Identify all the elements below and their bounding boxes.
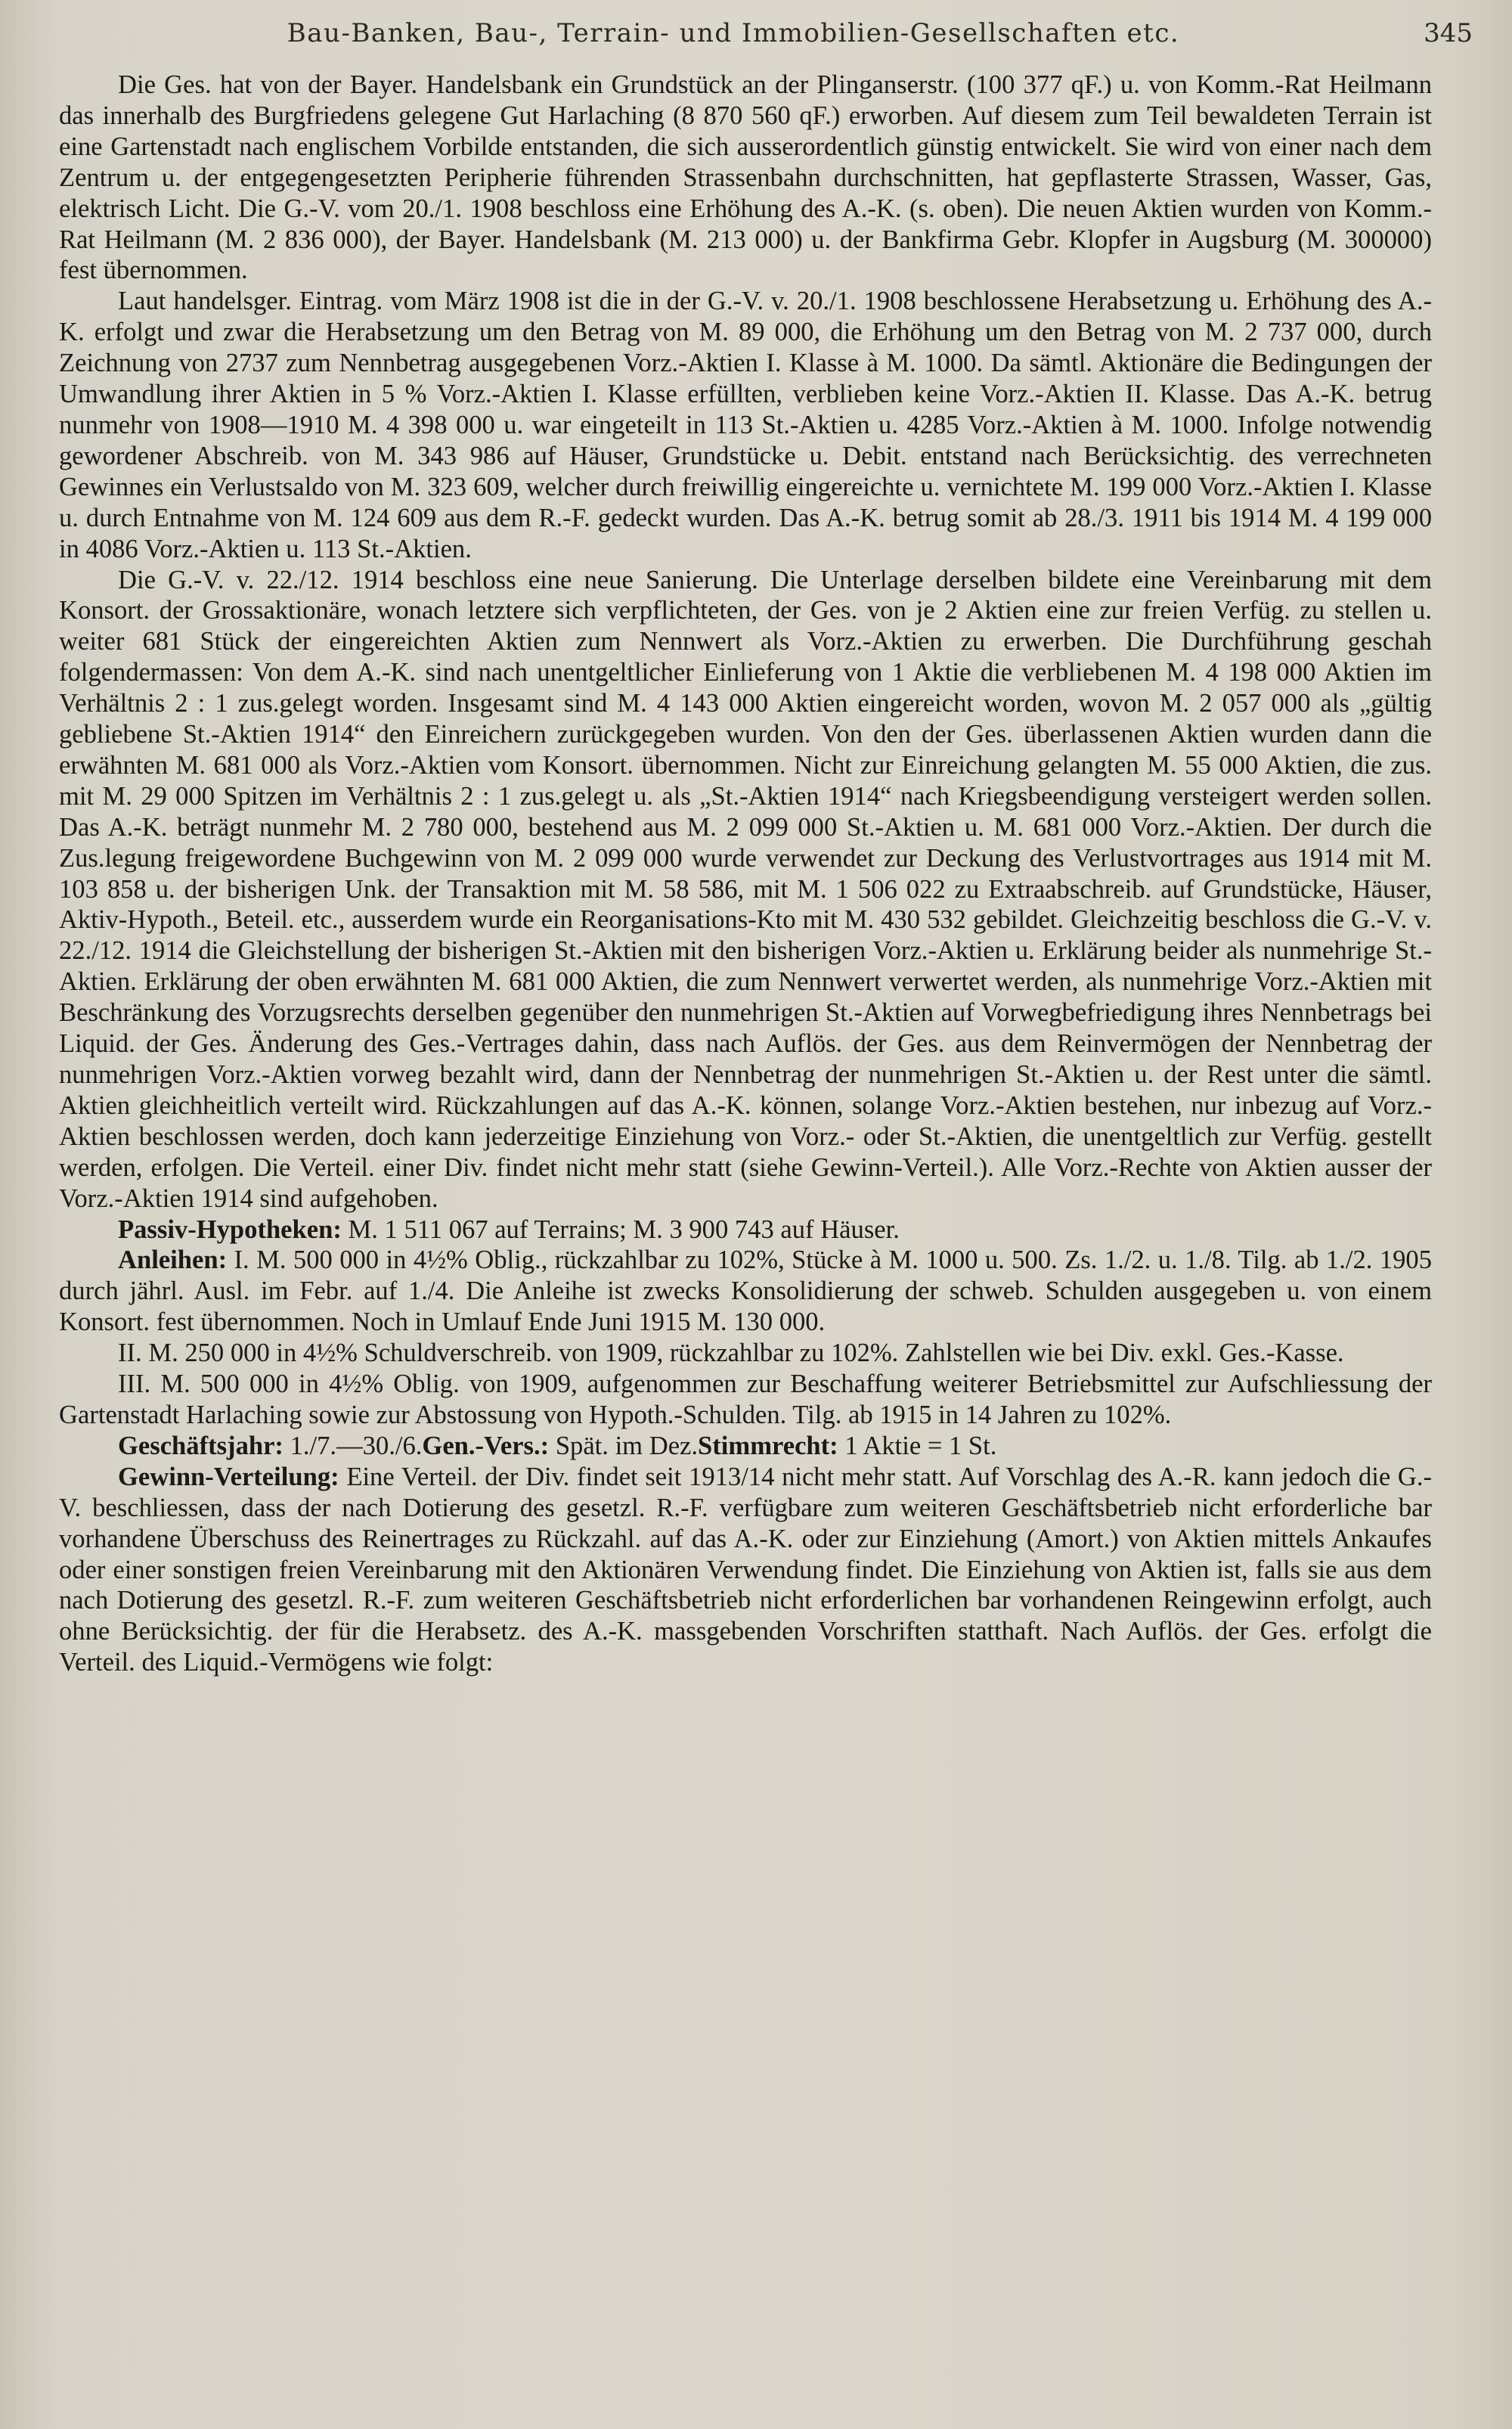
paragraph-anleihen-3 [59, 1369, 1432, 1431]
section-label-gen-vers: Gen.-Vers.: [422, 1431, 550, 1460]
running-head: Bau-Banken, Bau-, Terrain- und Immobilien-Gesellschaften etc. [287, 18, 1180, 48]
paragraph-text: Spät. im Dez. [549, 1431, 699, 1460]
paragraph-text: Laut handelsger. Eintrag. vom März 1908 ist die in der G.-V. v. 20./1. 1908 beschlossene Herabsetzung u. Erhöhung des A.-K. erfolgt und zwar die Herabsetzung um den Betrag von M. 89 000, die Erhöhung um den Betrag von M. 2 737 000, durch Zeichnung von 2737 zum Nennbetrag ausgegebenen Vorz.-Aktien I. Klasse à M. 1000. Da sämtl. Aktionäre die Bedingungen der Umwandlung ihrer Aktien in 5 % Vorz.-Aktien I. Klasse erfüllten, verblieben keine Vorz.-Aktien II. Klasse. Das A.-K. betrug nunmehr von 1908—1910 M. 4 398 000 u. war eingeteilt in 113 St.-Aktien u. 4285 Vorz.-Aktien à M. 1000. Infolge notwendig gewordener Abschreib. von M. 343 986 auf Häuser, Grundstücke u. Debit. entstand nach Berücksichtig. des verrechneten Gewinnes ein Verlustsaldo von M. 323 609, welcher durch freiwillig eingereichte u. vernichtete M. 199 000 Vorz.-Aktien I. Klasse u. durch Entnahme von M. 124 609 aus dem R.-F. gedeckt wurden. Das A.-K. betrug somit ab 28./3. 1911 bis 1914 M. 4 199 000 in 4086 Vorz.-Aktien u. 113 St.-Aktien. [59, 287, 1432, 563]
section-label-passiv-hypotheken: Passiv-Hypotheken: [118, 1214, 342, 1244]
paragraph-text: 1./7.—30./6. [283, 1431, 423, 1460]
paragraph-fiscal-info [59, 1431, 1432, 1462]
paragraph-anleihen-2 [59, 1338, 1432, 1369]
paragraph-text: 1 Aktie = 1 St. [838, 1431, 997, 1460]
paragraph-text: Die Ges. hat von der Bayer. Handelsbank ein Grundstück an der Plinganserstr. (100 377 qF.) u. von Komm.-Rat Heilmann das innerhalb des Burgfriedens gelegene Gut Harlaching (8 870 560 qF.) erworben. Auf diesem zum Teil bewaldeten Terrain ist eine Gartenstadt nach englischem Vorbilde entstanden, die sich ausserordentlich günstig entwickelt. Sie wird von einer nach dem Zentrum u. der entgegengesetzten Peripherie führenden Strassenbahn durchschnitten, hat gepflasterte Strassen, Wasser, Gas, elektrisch Licht. Die G.-V. vom 20./1. 1908 beschloss eine Erhöhung des A.-K. (s. oben). Die neuen Aktien wurden von Komm.-Rat Heilmann (M. 2 836 000), der Bayer. Handelsbank (M. 213 000) u. der Bankfirma Gebr. Klopfer in Augsburg (M. 300000) fest übernommen. [59, 70, 1432, 285]
section-label-geschaeftsjahr: Geschäftsjahr: [118, 1431, 284, 1460]
paragraph-passiv-hypotheken [59, 1214, 1432, 1246]
section-label-stimmrecht: Stimmrecht: [698, 1431, 838, 1460]
paragraph-land-acquisition [59, 70, 1432, 286]
paragraph-reorganisation-1914 [59, 565, 1432, 1214]
page-number: 345 [1424, 18, 1473, 48]
paragraph-text: Die G.-V. v. 22./12. 1914 beschloss eine neue Sanierung. Die Unterlage derselben bildete eine Vereinbarung mit dem Konsort. der Grossaktionäre, wonach letztere sich verpflichteten, der Ges. von je 2 Aktien eine zur freien Verfüg. zu stellen u. weiter 681 Stück der eingereichten Aktien zum Nennwert als Vorz.-Aktien zu erwerben. Die Durchführung geschah folgendermassen: Von dem A.-K. sind nach unentgeltlicher Einlieferung von 1 Aktie die verbliebenen M. 4 198 000 Aktien im Verhältnis 2 : 1 zus.gelegt worden. Insgesamt sind M. 4 143 000 Aktien eingereicht worden, wovon M. 2 057 000 als „gültig gebliebene St.-Aktien 1914“ den Einreichern zurückgegeben wurden. Von den der Ges. überlassenen Aktien wurden dann die erwähnten M. 681 000 als Vorz.-Aktien vom Konsort. übernommen. Nicht zur Einreichung gelangten M. 55 000 Aktien, die zus. mit M. 29 000 Spitzen im Verhältnis 2 : 1 zus.gelegt u. als „St.-Aktien 1914“ nach Kriegsbeendigung versteigert werden sollen. Das A.-K. beträgt nunmehr M. 2 780 000, bestehend aus M. 2 099 000 St.-Aktien u. M. 681 000 Vorz.-Aktien. Der durch die Zus.legung freigewordene Buchgewinn von M. 2 099 000 wurde verwendet zur Deckung des Verlustvortrages aus 1914 mit M. 103 858 u. der bisherigen Unk. der Transaktion mit M. 58 586, mit M. 1 506 022 zu Extraabschreib. auf Grundstücke, Häuser, Aktiv-Hypoth., Beteil. etc., ausserdem wurde ein Reorganisations-Kto mit M. 430 532 gebildet. Gleichzeitig beschloss die G.-V. v. 22./12. 1914 die Gleichstellung der bisherigen St.-Aktien mit den bisherigen Vorz.-Aktien u. Erklärung beider als nunmehrige St.-Aktien. Erklärung der oben erwähnten M. 681 000 Aktien, die zum Nennwert verwertet werden, als nunmehrige Vorz.-Aktien mit Beschränkung des Vorzugsrechts derselben gegenüber den nunmehrigen St.-Aktien auf Vorwegbefriedigung ihres Nennbetrags bei Liquid. der Ges. Änderung des Ges.-Vertrages dahin, dass nach Auflös. der Ges. aus dem Reinvermögen der Nennbetrag der nunmehrigen Vorz.-Aktien vorweg bezahlt wird, dann der Nennbetrag der nunmehrigen St.-Aktien u. der Rest unter die sämtl. Aktien gleichheitlich verteilt wird. Rückzahlungen auf das A.-K. können, solange Vorz.-Aktien bestehen, nur inbezug auf Vorz.-Aktien beschlossen werden, doch kann jederzeitige Einziehung von Vorz.- oder St.-Aktien, die unentgeltlich zur Verfüg. gestellt werden, erfolgen. Die Verteil. einer Div. findet nicht mehr statt (siehe Gewinn-Verteil.). Alle Vorz.-Rechte von Aktien ausser der Vorz.-Aktien 1914 sind aufgehoben. [59, 565, 1432, 1213]
paragraph-text: III. M. 500 000 in 4½% Oblig. von 1909, aufgenommen zur Beschaffung weiterer Betriebsmittel zur Aufschliessung der Gartenstadt Harlaching sowie zur Abstossung von Hypoth.-Schulden. Tilg. ab 1915 in 14 Jahren zu 102%. [59, 1370, 1432, 1429]
paragraph-text: M. 1 511 067 auf Terrains; M. 3 900 743 auf Häuser. [341, 1214, 900, 1244]
body-text [59, 70, 1432, 1678]
section-label-anleihen: Anleihen: [118, 1246, 228, 1275]
page-header [0, 11, 1512, 64]
paragraph-capital-changes-1908 [59, 286, 1432, 564]
paragraph-text: Eine Verteil. der Div. findet seit 1913/14 nicht mehr statt. Auf Vorschlag des A.-R. kann jedoch die G.-V. beschliessen, dass der nach Dotierung des gesetzl. R.-F. verfügbare zum weiteren Geschäftsbetrieb nicht erforderliche bar vorhandene Überschuss des Reinertrages zu Rückzahl. auf das A.-K. oder zur Einziehung (Amort.) von Aktien mittels Ankaufes oder einer sonstigen freien Vereinbarung mit den Aktionären Verwendung findet. Die Einziehung von Aktien ist, falls sie aus dem nach Dotierung des gesetzl. R.-F. zum weiteren Geschäftsbetrieb nicht erforderlichen bar vorhandenen Reingewinn erfolgt, auch ohne Berücksichtig. der für die Herabsetz. des A.-K. massgebenden Vorschriften statthaft. Nach Auflös. der Ges. erfolgt die Verteil. des Liquid.-Vermögens wie folgt: [59, 1462, 1432, 1677]
paragraph-text: II. M. 250 000 in 4½% Schuldverschreib. von 1909, rückzahlbar zu 102%. Zahlstellen wie bei Div. exkl. Ges.-Kasse. [118, 1339, 1344, 1368]
paragraph-anleihen-1 [59, 1245, 1432, 1338]
section-label-gewinn-verteilung: Gewinn-Verteilung: [118, 1462, 339, 1491]
paragraph-gewinn-verteilung [59, 1462, 1432, 1678]
paragraph-text: I. M. 500 000 in 4½% Oblig., rückzahlbar zu 102%, Stücke à M. 1000 u. 500. Zs. 1./2. u. 1./8. Tilg. ab 1./2. 1905 durch jährl. Ausl. im Febr. auf 1./4. Die Anleihe ist zwecks Konsolidierung der schweb. Schulden ausgegeben u. von einem Konsort. fest übernommen. Noch in Umlauf Ende Juni 1915 M. 130 000. [59, 1246, 1432, 1337]
